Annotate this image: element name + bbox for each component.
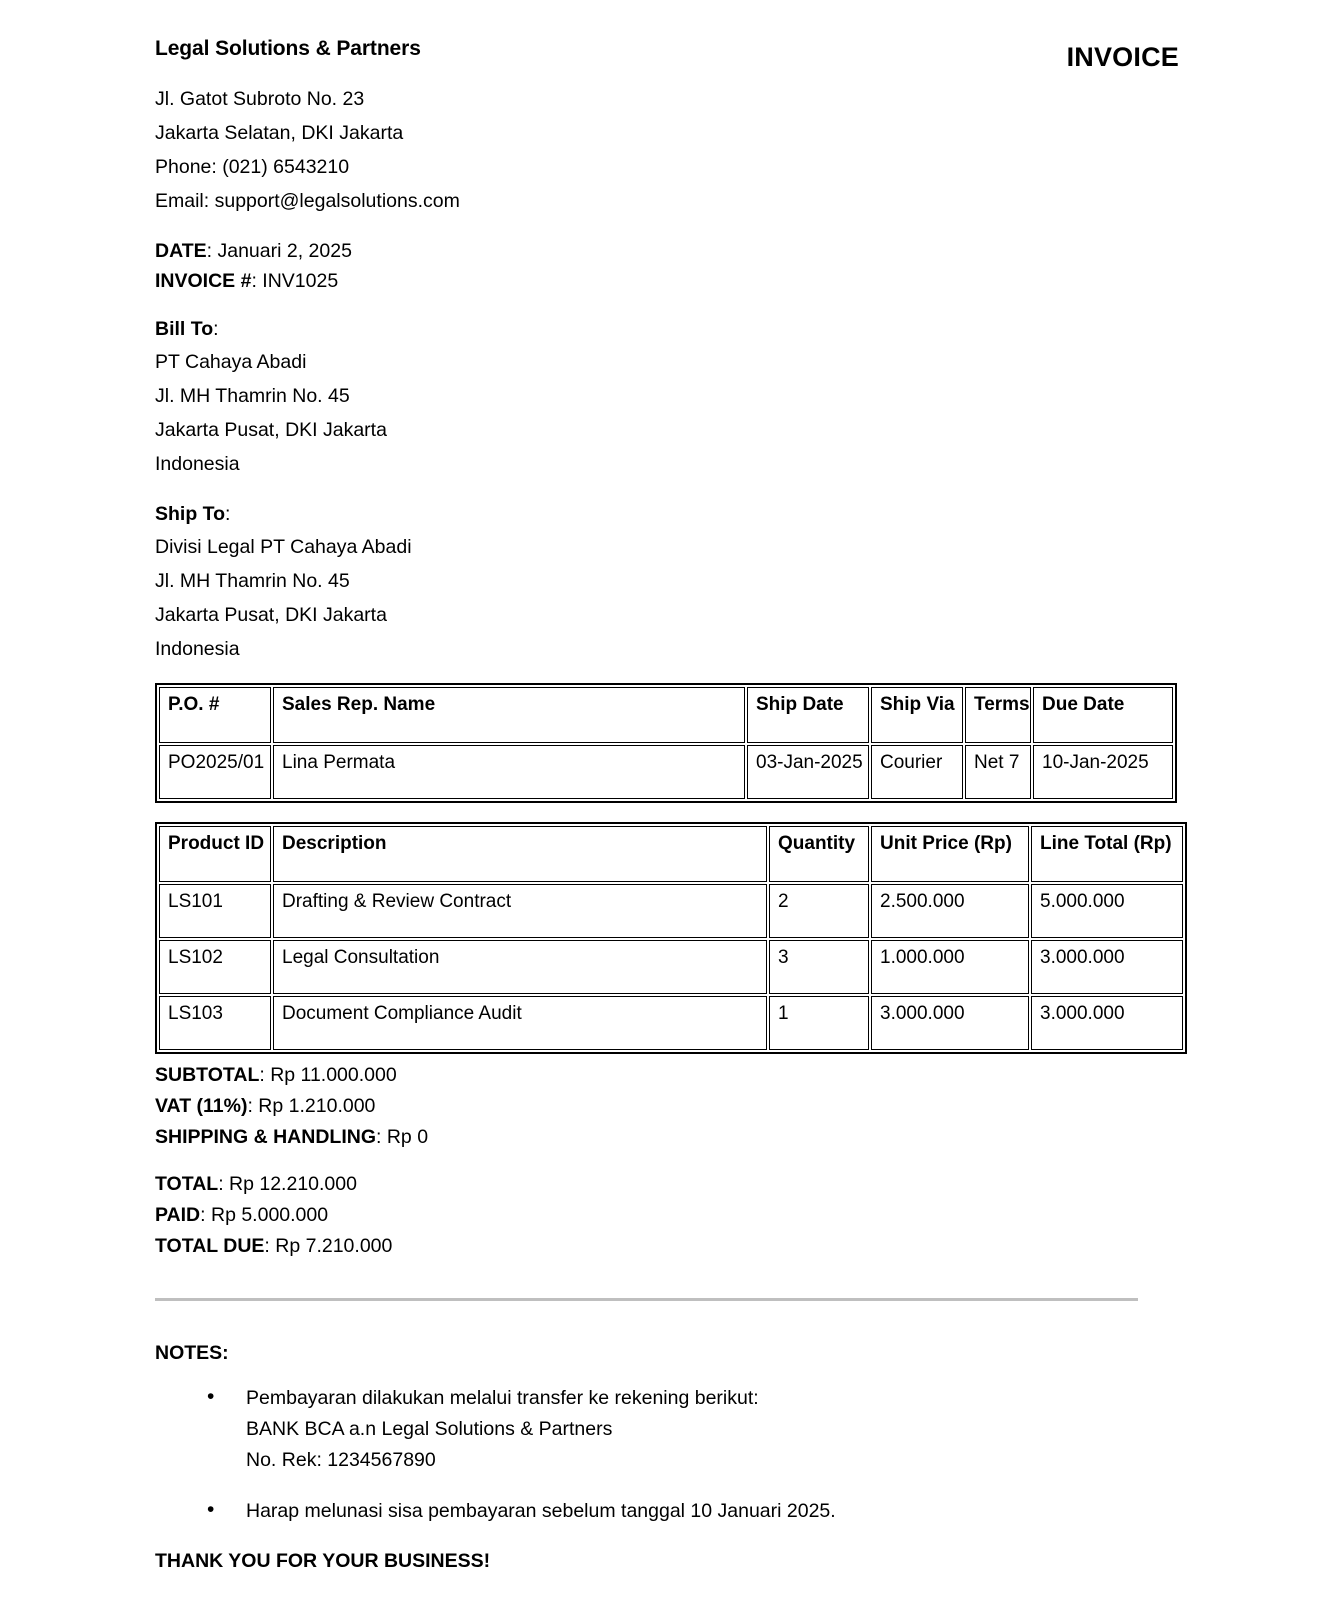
- bill-to-line: Indonesia: [155, 453, 240, 475]
- header-due-date: Due Date: [1033, 687, 1173, 743]
- ship-to-line: Jakarta Pusat, DKI Jakarta: [155, 604, 387, 626]
- cell-unit-price: 1.000.000: [871, 940, 1029, 994]
- cell-product-id: LS103: [159, 996, 271, 1050]
- cell-line-total: 3.000.000: [1031, 940, 1183, 994]
- cell-quantity: 2: [769, 884, 869, 938]
- spacer: [155, 218, 1179, 236]
- list-item: [201, 1383, 1179, 1476]
- ship-to-heading: [155, 499, 1179, 530]
- total-row: [155, 1169, 1179, 1200]
- cell-ship-date: 03-Jan-2025: [747, 745, 869, 799]
- ship-to-line: Divisi Legal PT Cahaya Abadi: [155, 536, 412, 558]
- company-address-line-2: Jakarta Selatan, DKI Jakarta: [155, 122, 404, 144]
- company-address-line-1: Jl. Gatot Subroto No. 23: [155, 88, 365, 110]
- table-header-row: [159, 826, 1183, 882]
- invoice-date-value: : Januari 2, 2025: [206, 240, 352, 262]
- header-ship-date: Ship Date: [747, 687, 869, 743]
- bill-to-line: PT Cahaya Abadi: [155, 351, 307, 373]
- invoice-number-value: : INV1025: [251, 270, 339, 292]
- cell-product-id: LS102: [159, 940, 271, 994]
- header-product-id: Product ID: [159, 826, 271, 882]
- section-divider: [155, 1298, 1138, 1301]
- spacer: [155, 1153, 1179, 1169]
- note-line: • Pembayaran dilakukan melalui transfer ke rekening berikut:: [246, 1387, 759, 1409]
- paid-row: [155, 1200, 1179, 1231]
- invoice-number-row: [155, 266, 1179, 296]
- cell-description: Drafting & Review Contract: [273, 884, 767, 938]
- header-unit-price: Unit Price (Rp): [871, 826, 1029, 882]
- cell-description: Legal Consultation: [273, 940, 767, 994]
- total-due-row: [155, 1231, 1179, 1262]
- cell-quantity: 1: [769, 996, 869, 1050]
- header-ship-via: Ship Via: [871, 687, 963, 743]
- invoice-title: INVOICE: [1066, 42, 1179, 72]
- cell-line-total: 5.000.000: [1031, 884, 1183, 938]
- ship-to-label: Ship To: [155, 503, 226, 525]
- vat-value: : Rp 1.210.000: [247, 1095, 376, 1117]
- table-row: [159, 996, 1183, 1050]
- company-name: Legal Solutions & Partners: [155, 37, 421, 60]
- spacer: [155, 481, 1179, 499]
- cell-due-date: 10-Jan-2025: [1033, 745, 1173, 799]
- list-item: [201, 1496, 1179, 1527]
- table-row: [159, 940, 1183, 994]
- ship-to-block: [155, 499, 1179, 666]
- spacer: [155, 296, 1179, 314]
- bill-to-line: Jakarta Pusat, DKI Jakarta: [155, 419, 387, 441]
- cell-ship-via: Courier: [871, 745, 963, 799]
- notes-heading: NOTES:: [155, 1342, 229, 1364]
- order-info-table: [155, 683, 1177, 803]
- invoice-date-label: DATE: [155, 240, 207, 262]
- paid-label: PAID: [155, 1204, 201, 1226]
- ship-to-colon: :: [225, 503, 231, 525]
- cell-unit-price: 2.500.000: [871, 884, 1029, 938]
- bill-to-block: [155, 314, 1179, 481]
- subtotal-row: [155, 1060, 1179, 1091]
- subtotal-label: SUBTOTAL: [155, 1064, 260, 1086]
- bill-to-colon: :: [213, 318, 219, 340]
- company-address-block: [155, 82, 1179, 218]
- header-line-total: Line Total (Rp): [1031, 826, 1183, 882]
- cell-description: Document Compliance Audit: [273, 996, 767, 1050]
- totals-block: [155, 1060, 1179, 1262]
- invoice-meta-block: [155, 236, 1179, 296]
- vat-row: [155, 1091, 1179, 1122]
- ship-to-line: Indonesia: [155, 638, 240, 660]
- document-header: [155, 36, 1179, 82]
- invoice-number-label: INVOICE #: [155, 270, 252, 292]
- company-email: Email: support@legalsolutions.com: [155, 190, 460, 212]
- cell-quantity: 3: [769, 940, 869, 994]
- subtotal-value: : Rp 11.000.000: [259, 1064, 397, 1086]
- shipping-label: SHIPPING & HANDLING: [155, 1126, 377, 1148]
- line-items-table: [155, 822, 1187, 1054]
- invoice-date-row: [155, 236, 1179, 266]
- paid-value: : Rp 5.000.000: [200, 1204, 329, 1226]
- bill-to-heading: [155, 314, 1179, 345]
- total-due-value: : Rp 7.210.000: [264, 1235, 393, 1257]
- bill-to-label: Bill To: [155, 318, 214, 340]
- cell-product-id: LS101: [159, 884, 271, 938]
- note-line: BANK BCA a.n Legal Solutions & Partners: [246, 1418, 613, 1440]
- ship-to-line: Jl. MH Thamrin No. 45: [155, 570, 350, 592]
- total-value: : Rp 12.210.000: [218, 1173, 357, 1195]
- header-po-number: P.O. #: [159, 687, 271, 743]
- cell-sales-rep: Lina Permata: [273, 745, 745, 799]
- header-description: Description: [273, 826, 767, 882]
- notes-list: [155, 1383, 1179, 1527]
- company-phone: Phone: (021) 6543210: [155, 156, 350, 178]
- cell-po-number: PO2025/01: [159, 745, 271, 799]
- table-header-row: [159, 687, 1173, 743]
- bill-to-line: Jl. MH Thamrin No. 45: [155, 385, 350, 407]
- total-label: TOTAL: [155, 1173, 219, 1195]
- table-row: [159, 745, 1173, 799]
- cell-line-total: 3.000.000: [1031, 996, 1183, 1050]
- vat-label: VAT (11%): [155, 1095, 248, 1117]
- shipping-value: : Rp 0: [376, 1126, 429, 1148]
- header-sales-rep: Sales Rep. Name: [273, 687, 745, 743]
- shipping-row: [155, 1122, 1179, 1153]
- header-terms: Terms: [965, 687, 1031, 743]
- note-line: No. Rek: 1234567890: [246, 1449, 436, 1471]
- note-line: • Harap melunasi sisa pembayaran sebelum tanggal 10 Januari 2025.: [246, 1500, 836, 1522]
- cell-unit-price: 3.000.000: [871, 996, 1029, 1050]
- table-row: [159, 884, 1183, 938]
- thank-you-message: THANK YOU FOR YOUR BUSINESS!: [155, 1550, 491, 1572]
- cell-terms: Net 7: [965, 745, 1031, 799]
- header-quantity: Quantity: [769, 826, 869, 882]
- total-due-label: TOTAL DUE: [155, 1235, 265, 1257]
